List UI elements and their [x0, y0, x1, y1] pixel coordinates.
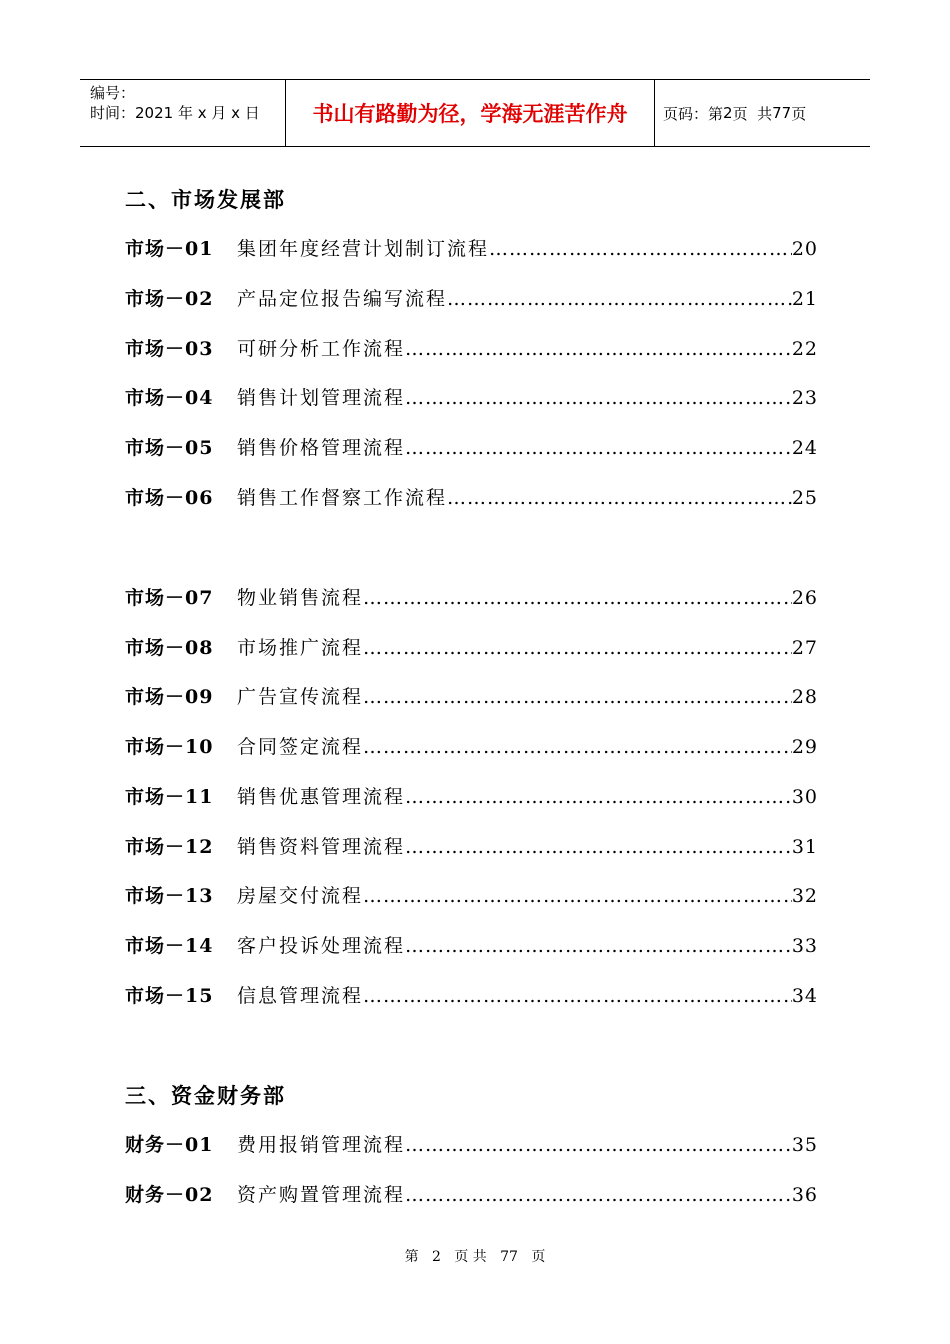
- entry-page: 26: [791, 587, 818, 609]
- dot-leader: [363, 985, 792, 1007]
- header-page-info: [655, 80, 870, 146]
- section-title-finance: 三、资金财务部: [125, 1083, 286, 1108]
- entry-page: 27: [791, 637, 818, 659]
- entry-page: 22: [791, 338, 818, 360]
- footer-suffix: 页: [531, 1249, 546, 1265]
- entry-code: 市场－04: [125, 387, 214, 409]
- page-total: 77: [772, 104, 792, 122]
- entry-code: 市场－14: [125, 935, 214, 957]
- toc-entry[interactable]: [125, 732, 818, 760]
- entry-code: 市场－03: [125, 338, 214, 360]
- page-prefix: 页码：第: [663, 104, 724, 123]
- dot-leader: [363, 885, 792, 907]
- entry-name: 合同签定流程: [237, 736, 364, 758]
- entry-name: 市场推广流程: [237, 637, 364, 659]
- entry-page: 24: [791, 437, 818, 459]
- entry-page: 25: [791, 487, 818, 509]
- entry-code: 市场－08: [125, 637, 214, 659]
- footer-mid: 页 共: [454, 1249, 487, 1265]
- toc-entry[interactable]: [125, 981, 818, 1009]
- entry-code: 市场－15: [125, 985, 214, 1007]
- entry-code: 市场－12: [125, 836, 214, 858]
- footer-total: 77: [500, 1249, 518, 1265]
- toc-entry[interactable]: [125, 633, 818, 661]
- entry-page: 28: [791, 686, 818, 708]
- toc-entry[interactable]: [125, 782, 818, 810]
- footer-page-number: 2: [432, 1249, 441, 1265]
- toc-entry[interactable]: [125, 881, 818, 909]
- dot-leader: [447, 487, 792, 509]
- entry-code: 市场－05: [125, 437, 214, 459]
- header-motto: 书山有路勤为径，学海无涯苦作舟: [285, 80, 655, 146]
- toc-entry[interactable]: [125, 832, 818, 860]
- entry-code: 财务－01: [125, 1134, 214, 1156]
- entry-page: 20: [791, 238, 818, 260]
- entry-page: 31: [791, 836, 818, 858]
- entry-code: 财务－02: [125, 1184, 214, 1206]
- entry-page: 29: [791, 736, 818, 758]
- entry-name: 广告宣传流程: [237, 686, 364, 708]
- dot-leader: [405, 437, 792, 459]
- entry-name: 可研分析工作流程: [237, 338, 406, 360]
- dot-leader: [405, 1184, 792, 1206]
- page-header: [80, 79, 870, 147]
- entry-name: 销售资料管理流程: [237, 836, 406, 858]
- entry-page: 30: [791, 786, 818, 808]
- entry-code: 市场－11: [125, 786, 214, 808]
- toc-entry[interactable]: [125, 433, 818, 461]
- entry-name: 销售价格管理流程: [237, 437, 406, 459]
- toc-entry[interactable]: [125, 583, 818, 611]
- entry-name: 客户投诉处理流程: [237, 935, 406, 957]
- section-title-market: 二、市场发展部: [125, 187, 286, 212]
- toc-entry[interactable]: [125, 1180, 818, 1208]
- toc-entry[interactable]: [125, 931, 818, 959]
- toc-entry[interactable]: [125, 483, 818, 511]
- serial-label: 编号：: [90, 84, 136, 102]
- dot-leader: [363, 587, 792, 609]
- entry-page: 23: [791, 387, 818, 409]
- entry-code: 市场－06: [125, 487, 214, 509]
- entry-name: 资产购置管理流程: [237, 1184, 406, 1206]
- page-number: 2: [723, 104, 733, 122]
- page-footer: [0, 1246, 950, 1266]
- entry-code: 市场－10: [125, 736, 214, 758]
- page-suffix: 页: [791, 104, 807, 123]
- entry-code: 市场－07: [125, 587, 214, 609]
- dot-leader: [405, 935, 792, 957]
- entry-name: 物业销售流程: [237, 587, 364, 609]
- toc-entry[interactable]: [125, 284, 818, 312]
- entry-code: 市场－01: [125, 238, 214, 260]
- entry-page: 34: [791, 985, 818, 1007]
- toc-entry[interactable]: [125, 383, 818, 411]
- entry-name: 销售优惠管理流程: [237, 786, 406, 808]
- entry-code: 市场－02: [125, 288, 214, 310]
- dot-leader: [447, 288, 792, 310]
- dot-leader: [405, 836, 792, 858]
- dot-leader: [363, 736, 792, 758]
- time-label: 时间：2021 年 x 月 x 日: [90, 104, 260, 122]
- entry-page: 32: [791, 885, 818, 907]
- entry-name: 费用报销管理流程: [237, 1134, 406, 1156]
- entry-name: 房屋交付流程: [237, 885, 364, 907]
- entry-page: 21: [791, 288, 818, 310]
- dot-leader: [363, 686, 792, 708]
- toc-entry[interactable]: [125, 1130, 818, 1158]
- dot-leader: [489, 238, 792, 260]
- entry-page: 35: [791, 1134, 818, 1156]
- entry-page: 36: [791, 1184, 818, 1206]
- dot-leader: [405, 786, 792, 808]
- dot-leader: [405, 387, 792, 409]
- dot-leader: [405, 1134, 792, 1156]
- dot-leader: [405, 338, 792, 360]
- entry-page: 33: [791, 935, 818, 957]
- entry-name: 销售工作督察工作流程: [237, 487, 448, 509]
- entry-code: 市场－13: [125, 885, 214, 907]
- entry-name: 信息管理流程: [237, 985, 364, 1007]
- toc-entry[interactable]: [125, 234, 818, 262]
- dot-leader: [363, 637, 792, 659]
- toc-entry[interactable]: [125, 682, 818, 710]
- footer-prefix: 第: [404, 1249, 419, 1265]
- page-mid: 页 共: [732, 104, 773, 123]
- toc-entry[interactable]: [125, 334, 818, 362]
- header-meta: [80, 80, 285, 146]
- entry-name: 销售计划管理流程: [237, 387, 406, 409]
- entry-name: 集团年度经营计划制订流程: [237, 238, 490, 260]
- entry-code: 市场－09: [125, 686, 214, 708]
- entry-name: 产品定位报告编写流程: [237, 288, 448, 310]
